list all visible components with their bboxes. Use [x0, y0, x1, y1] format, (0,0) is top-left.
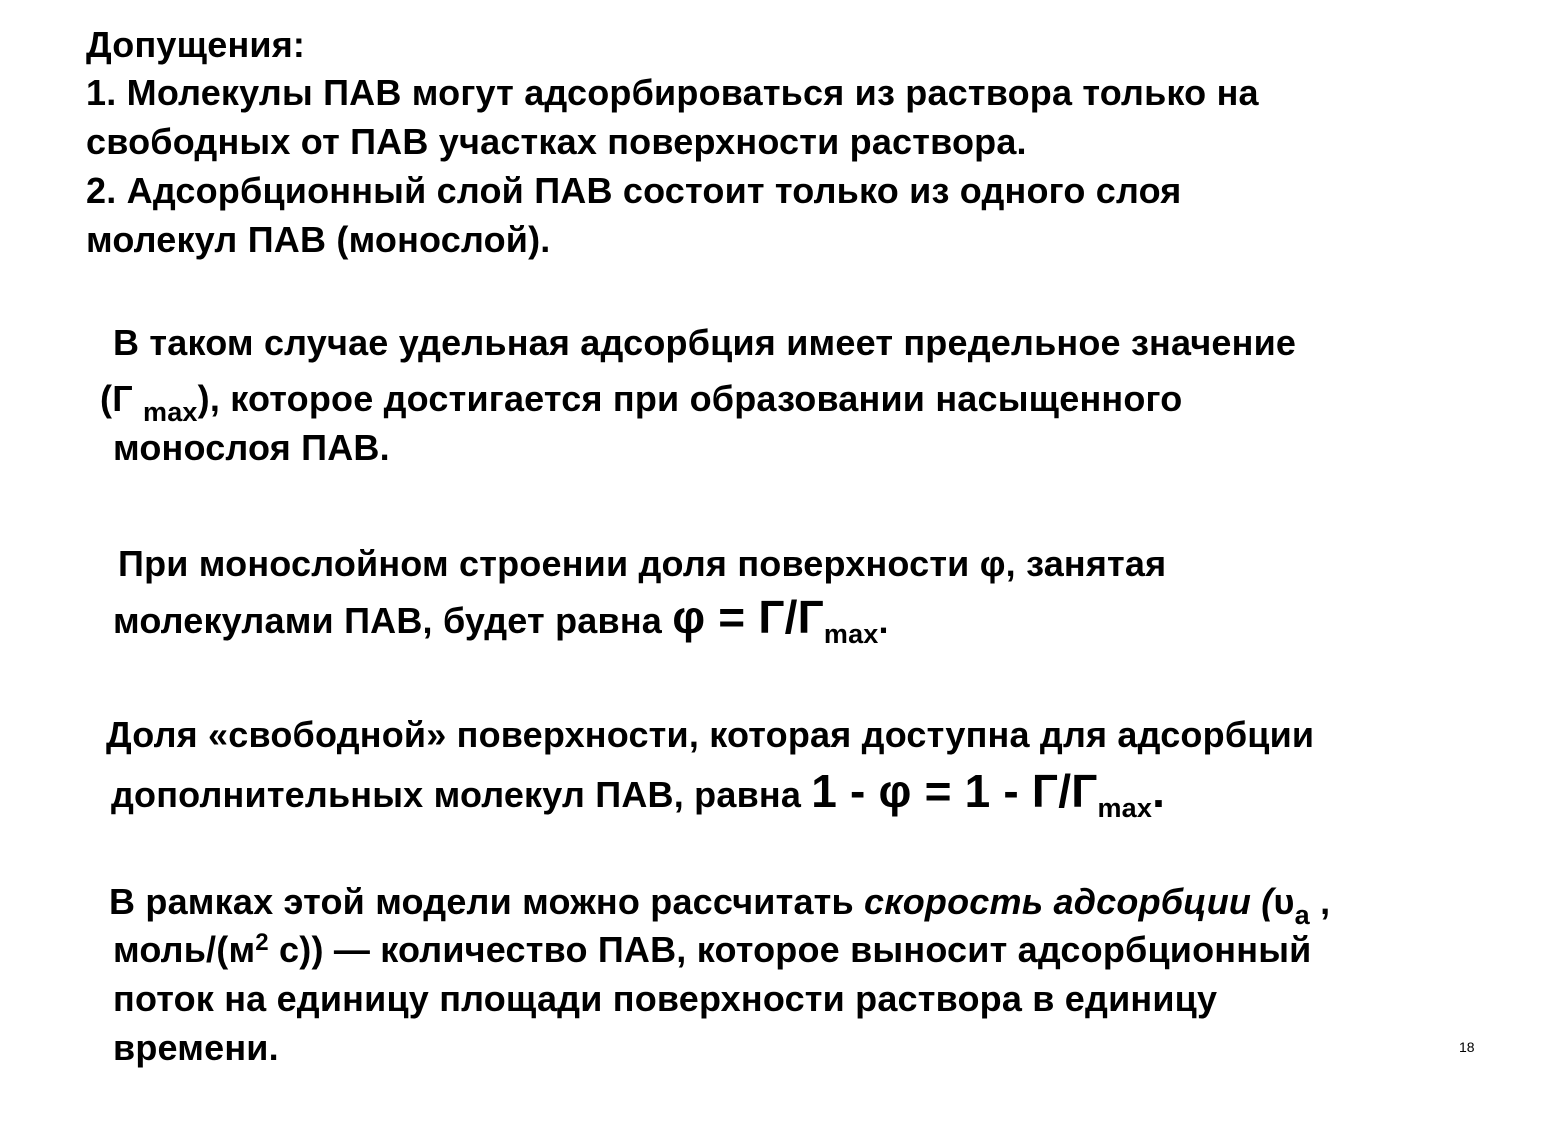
assumptions-title: Допущения:: [86, 24, 306, 65]
free-surface-formula-subscript: max: [1097, 793, 1153, 823]
paragraph-2-line-2: [100, 378, 1183, 427]
assumption-2-line-2: молекул ПАВ (монослой).: [86, 219, 551, 260]
phi-formula-end: .: [878, 600, 889, 641]
square-superscript: 2: [255, 929, 269, 956]
upsilon-subscript: a: [1294, 900, 1310, 930]
assumption-1-line-1: 1. Молекулы ПАВ могут адсорбироваться из раствора только на: [86, 72, 1259, 113]
paragraph-2-line-2-post: ), которое достигается при образовании насыщенного: [197, 378, 1183, 419]
gamma-max-subscript: max: [143, 397, 198, 427]
paragraph-3-line-2-pre: молекулами ПАВ, будет равна: [113, 600, 673, 641]
paragraph-5-line-2-pre: моль/(м: [113, 929, 256, 970]
paragraph-5-line-1-pre: В рамках этой модели можно рассчитать: [109, 881, 865, 922]
paragraph-5-line-1-post: ,: [1309, 881, 1331, 922]
paragraph-4-line-2: [111, 765, 1166, 823]
paragraph-4-line-1: Доля «свободной» поверхности, которая доступна для адсорбции: [106, 714, 1315, 755]
paragraph-3-line-2: [113, 591, 889, 649]
paragraph-3-line-1: При монослойном строении доля поверхности φ, занятая: [118, 543, 1167, 584]
paragraph-2-line-2-pre: (Г: [100, 378, 143, 419]
paragraph-2-line-1: В таком случае удельная адсорбция имеет предельное значение: [113, 322, 1297, 363]
adsorption-rate-term: скорость адсорбции (: [864, 881, 1274, 922]
phi-formula-subscript: max: [823, 619, 879, 649]
paragraph-5-line-2-post: с)) — количество ПАВ, которое выносит адсорбционный: [268, 929, 1312, 970]
paragraph-5-line-4: времени.: [113, 1027, 279, 1068]
phi-formula: φ = Г/Г: [672, 591, 824, 643]
upsilon-symbol: υ: [1273, 881, 1295, 922]
free-surface-formula: 1 - φ = 1 - Г/Г: [811, 765, 1098, 817]
free-surface-formula-end: .: [1152, 765, 1166, 817]
page-number: 18: [1459, 1039, 1475, 1055]
paragraph-5-line-2: [113, 929, 1311, 976]
assumption-2-line-1: 2. Адсорбционный слой ПАВ состоит только из одного слоя: [86, 170, 1182, 211]
paragraph-2-line-3: монослоя ПАВ.: [113, 427, 390, 468]
paragraph-5-line-1: [109, 881, 1331, 930]
paragraph-4-line-2-pre: дополнительных молекул ПАВ, равна: [111, 774, 812, 815]
assumption-1-line-2: свободных от ПАВ участках поверхности раствора.: [86, 121, 1027, 162]
paragraph-5-line-3: поток на единицу площади поверхности раствора в единицу: [113, 978, 1218, 1019]
